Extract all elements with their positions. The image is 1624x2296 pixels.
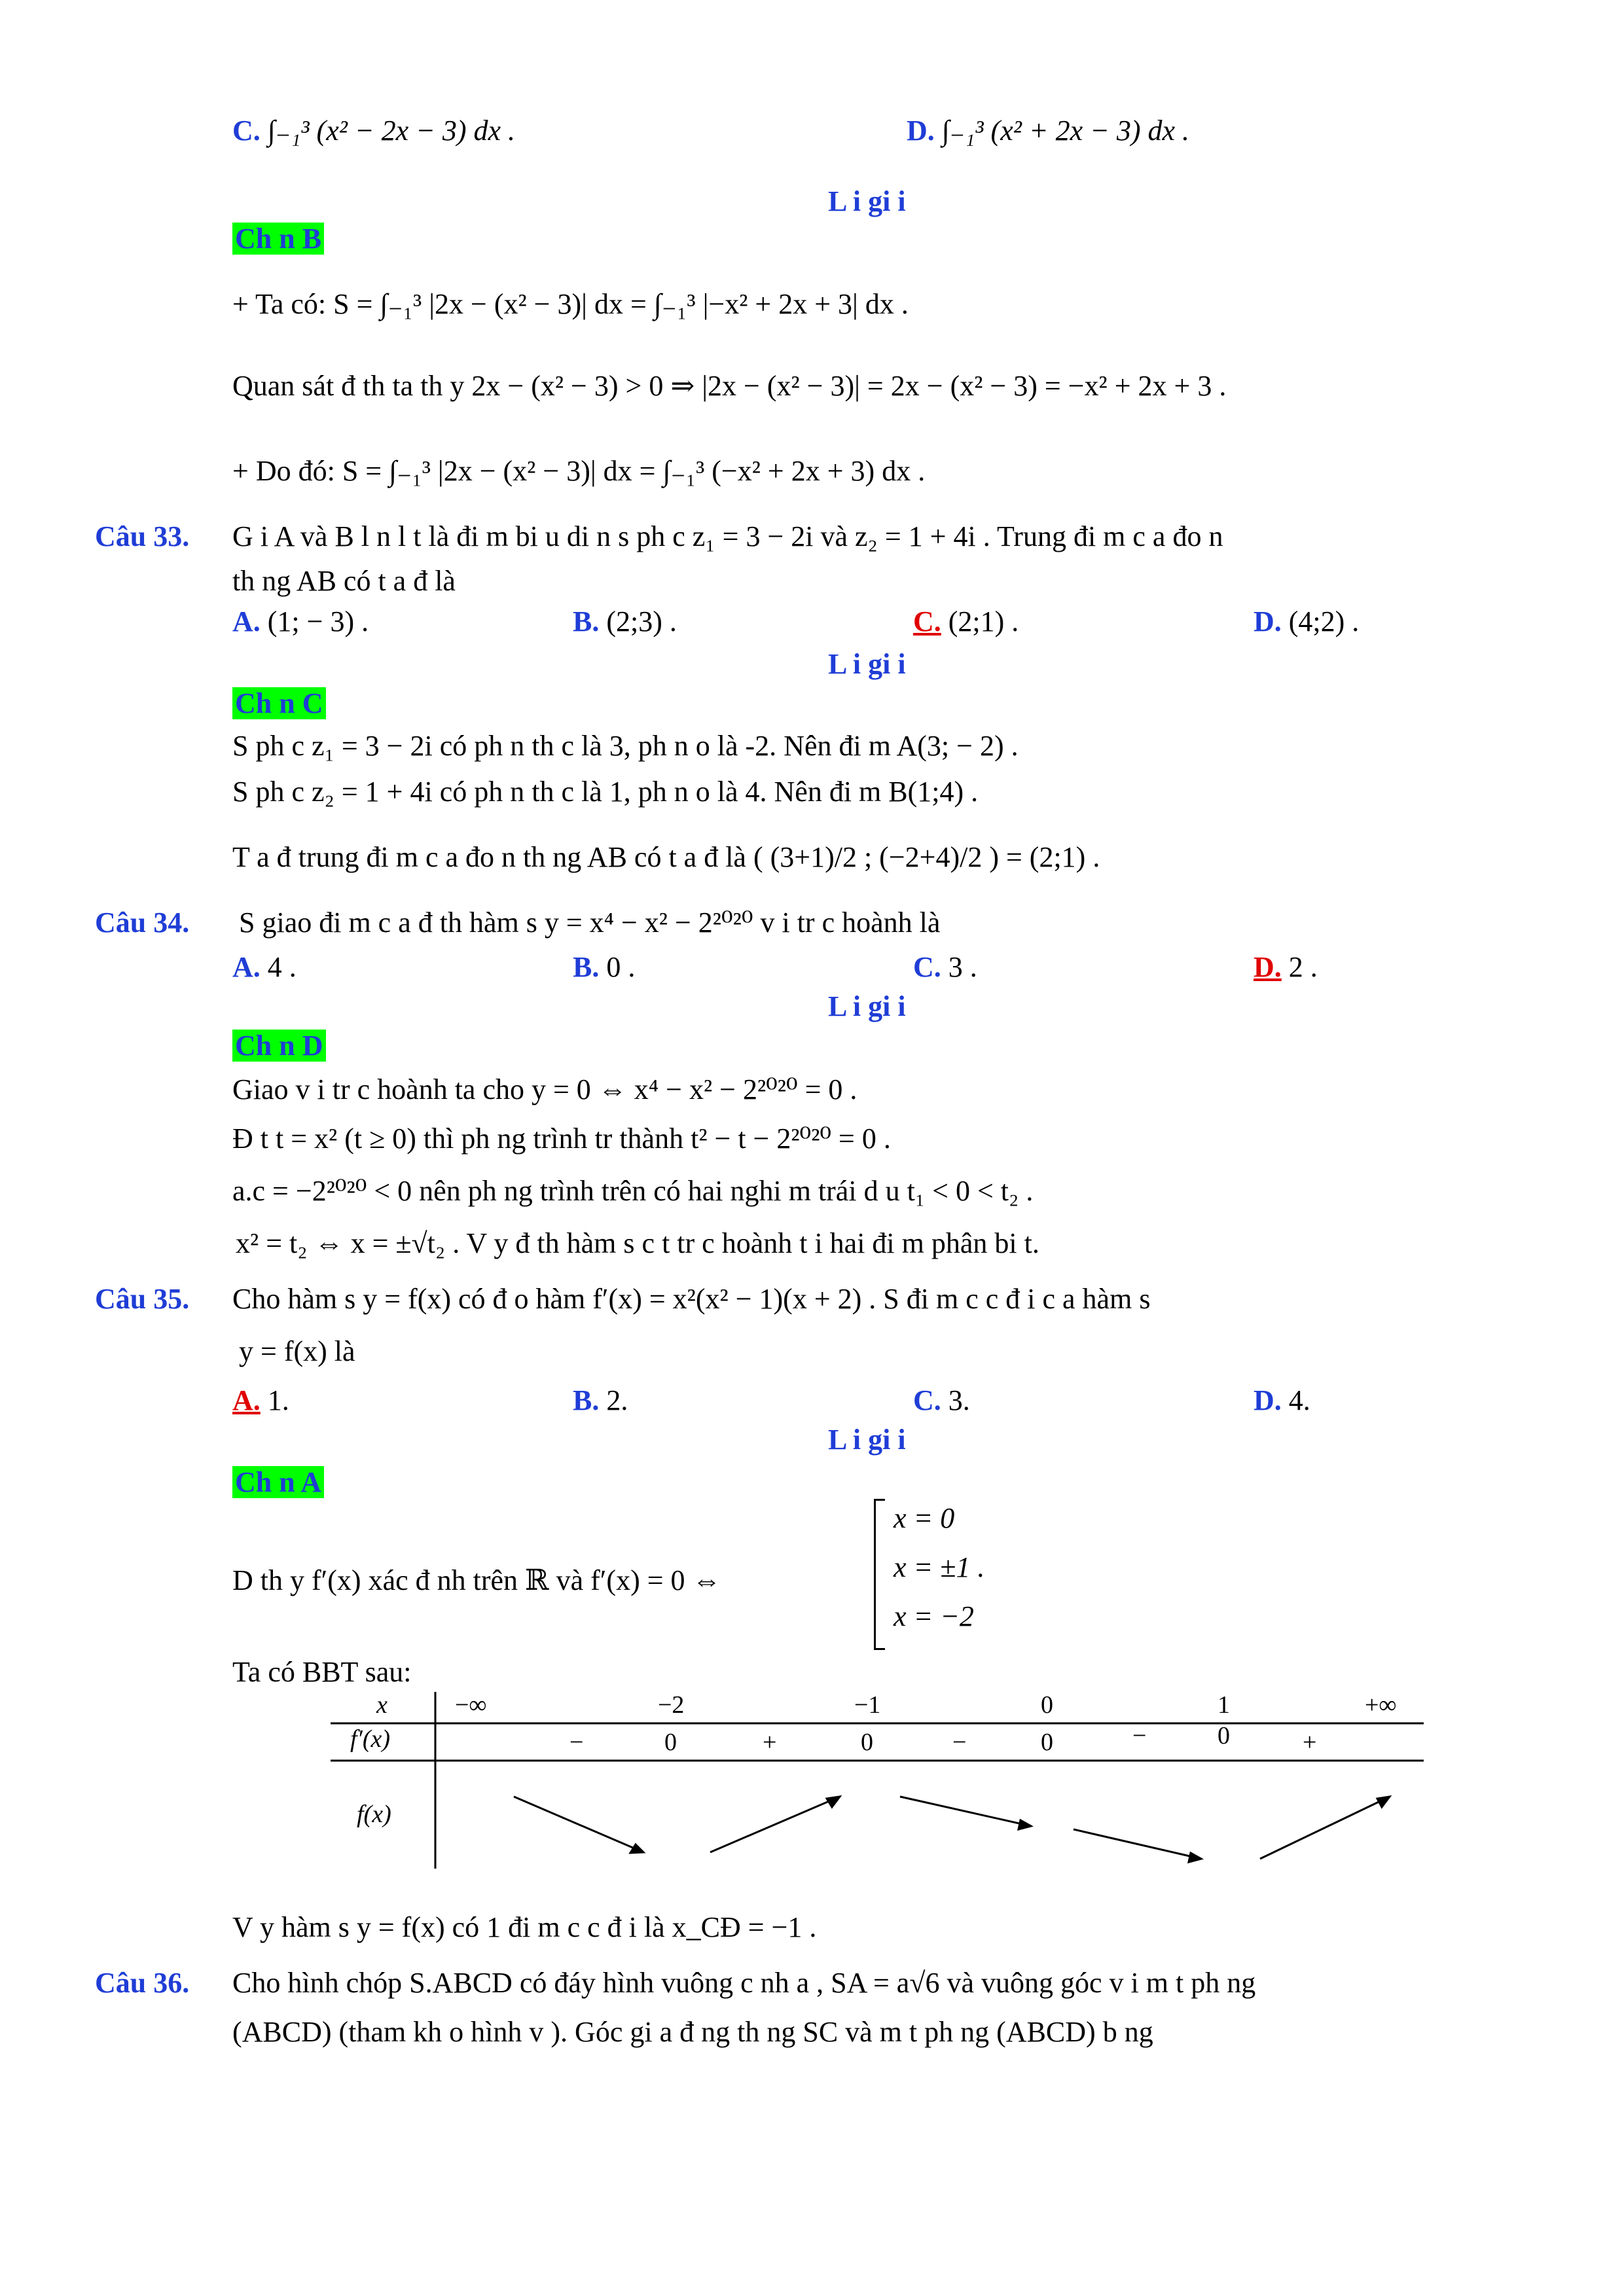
case-line: x = 0 [893, 1502, 955, 1534]
bbt-sign: − [1132, 1722, 1147, 1749]
solution-heading: L i gi i [828, 648, 906, 680]
option-text: (2;3) . [606, 605, 677, 637]
chosen-answer: Ch n C [232, 687, 326, 719]
solution-line: S ph c z₂ = 1 + 4i có ph n th c là 1, ph n o là 4. Nên đi m B(1;4) . [232, 776, 979, 808]
option-label: A. [232, 605, 261, 637]
option-a [232, 948, 297, 987]
cases-bracket [874, 1499, 885, 1650]
option-label: B. [573, 605, 600, 637]
option-d [1254, 1381, 1310, 1420]
option-a [232, 1381, 289, 1420]
solution-line: x² = t₂ ⇔ x = ±√t₂ . V y đ th hàm s c t tr c hoành t i hai đi m phân bi t. [236, 1227, 1039, 1259]
bbt-sign: − [569, 1729, 584, 1756]
option-label: D. [1254, 951, 1282, 983]
bbt-x-label: x [376, 1691, 388, 1719]
option-text: 4. [1288, 1384, 1310, 1416]
solution-line: Quan sát đ th ta th y 2x − (x² − 3) > 0 ⇒ |2x − (x² − 3)| = 2x − (x² − 3) = −x² + 2x + 3 . [232, 370, 1227, 402]
question-stem: (ABCD) (tham kh o hình v ). Góc gi a đ ng th ng SC và m t ph ng (ABCD) b ng [232, 2016, 1153, 2048]
option-text: (1; − 3) . [267, 605, 369, 637]
option-d-text: ∫₋₁³ (x² + 2x − 3) dx . [941, 115, 1190, 147]
question-number: Câu 35. [95, 1283, 190, 1315]
bbt-derivative-label: f′(x) [350, 1725, 391, 1753]
bbt-sign: 0 [861, 1729, 873, 1756]
question-number: Câu 33. [95, 520, 190, 552]
option-text: 3 . [948, 951, 977, 983]
variation-table [331, 1692, 1424, 1872]
solution-heading: L i gi i [828, 1424, 906, 1456]
option-label: A. [232, 1384, 261, 1416]
option-text: 2. [606, 1384, 628, 1416]
question-stem: y = f(x) là [239, 1335, 355, 1367]
chosen-answer: Ch n D [232, 1030, 326, 1062]
solution-line: Đ t t = x² (t ≥ 0) thì ph ng trình tr thành t² − t − 2²⁰²⁰ = 0 . [232, 1122, 891, 1155]
option-text: (2;1) . [948, 605, 1019, 637]
bbt-x-value: −2 [658, 1691, 685, 1719]
question-stem: S giao đi m c a đ th hàm s y = x⁴ − x² − 2²⁰²⁰ v i tr c hoành là [239, 906, 941, 939]
bbt-x-value: +∞ [1365, 1691, 1397, 1719]
option-label: C. [913, 951, 941, 983]
chosen-answer: Ch n A [232, 1466, 324, 1498]
option-label: B. [573, 951, 600, 983]
solution-line: Ta có BBT sau: [232, 1656, 412, 1688]
bbt-x-value: −∞ [455, 1691, 487, 1719]
bbt-sign: 0 [664, 1729, 677, 1756]
option-text: (4;2) . [1288, 605, 1360, 637]
option-d [1254, 948, 1318, 987]
case-line: x = ±1 . [893, 1551, 985, 1583]
option-text: 1. [267, 1384, 289, 1416]
option-text: 2 . [1288, 951, 1318, 983]
question-number: Câu 36. [95, 1967, 190, 1999]
option-b [573, 948, 635, 987]
option-a [232, 602, 369, 641]
option-c [913, 602, 1019, 641]
option-b [573, 602, 677, 641]
option-label: C. [913, 1384, 941, 1416]
bbt-sign: 0 [1218, 1722, 1230, 1749]
option-c [232, 111, 515, 151]
option-label: A. [232, 951, 261, 983]
option-c-text: ∫₋₁³ (x² − 2x − 3) dx . [267, 115, 516, 147]
bbt-sign: + [763, 1729, 777, 1756]
question-stem: Cho hàm s y = f(x) có đ o hàm f′(x) = x²(x² − 1)(x + 2) . S đi m c c đ i c a hàm s [232, 1283, 1151, 1315]
chosen-answer: Ch n B [232, 223, 324, 255]
option-label: C. [913, 605, 941, 637]
bbt-x-value: 0 [1041, 1691, 1053, 1719]
solution-line: + Ta có: S = ∫₋₁³ |2x − (x² − 3)| dx = ∫₋₁³ |−x² + 2x + 3| dx . [232, 288, 909, 320]
bbt-function-label: f(x) [357, 1801, 391, 1828]
option-b [573, 1381, 628, 1420]
option-label: D. [1254, 605, 1282, 637]
case-line: x = −2 [893, 1600, 974, 1632]
solution-line: T a đ trung đi m c a đo n th ng AB có t a đ là ( (3+1)/2 ; (−2+4)/2 ) = (2;1) . [232, 841, 1100, 873]
option-text: 3. [948, 1384, 970, 1416]
solution-line: Giao v i tr c hoành ta cho y = 0 ⇔ x⁴ − x² − 2²⁰²⁰ = 0 . [232, 1073, 857, 1105]
solution-line: a.c = −2²⁰²⁰ < 0 nên ph ng trình trên có hai nghi m trái d u t₁ < 0 < t₂ . [232, 1175, 1034, 1207]
option-text: 4 . [267, 951, 297, 983]
solution-heading: L i gi i [828, 990, 906, 1022]
option-d-label: D. [907, 115, 935, 147]
option-c [913, 948, 977, 987]
bbt-sign: + [1303, 1729, 1317, 1756]
solution-line: S ph c z₁ = 3 − 2i có ph n th c là 3, ph n o là -2. Nên đi m A(3; − 2) . [232, 730, 1019, 762]
bbt-x-value: −1 [854, 1691, 881, 1719]
option-label: B. [573, 1384, 600, 1416]
solution-line: + Do đó: S = ∫₋₁³ |2x − (x² − 3)| dx = ∫₋₁³ (−x² + 2x + 3) dx . [232, 455, 926, 487]
question-stem: th ng AB có t a đ là [232, 565, 456, 597]
option-c-label: C. [232, 115, 261, 147]
question-stem: G i A và B l n l t là đi m bi u di n s ph c z₁ = 3 − 2i và z₂ = 1 + 4i . Trung đi m c a đo n [232, 520, 1223, 552]
option-c [913, 1381, 970, 1420]
bbt-x-value: 1 [1218, 1691, 1230, 1719]
option-label: D. [1254, 1384, 1282, 1416]
question-number: Câu 34. [95, 906, 190, 939]
solution-heading: L i gi i [828, 185, 906, 217]
option-d [1254, 602, 1359, 641]
solution-line: V y hàm s y = f(x) có 1 đi m c c đ i là x_CĐ = −1 . [232, 1911, 817, 1943]
bbt-sign: 0 [1041, 1729, 1053, 1756]
bbt-sign: − [952, 1729, 967, 1756]
option-d [907, 111, 1189, 151]
option-text: 0 . [606, 951, 636, 983]
solution-line: D th y f′(x) xác đ nh trên ℝ và f′(x) = 0 ⇔ [232, 1564, 721, 1596]
question-stem: Cho hình chóp S.ABCD có đáy hình vuông c nh a , SA = a√6 và vuông góc v i m t ph ng [232, 1967, 1256, 1999]
